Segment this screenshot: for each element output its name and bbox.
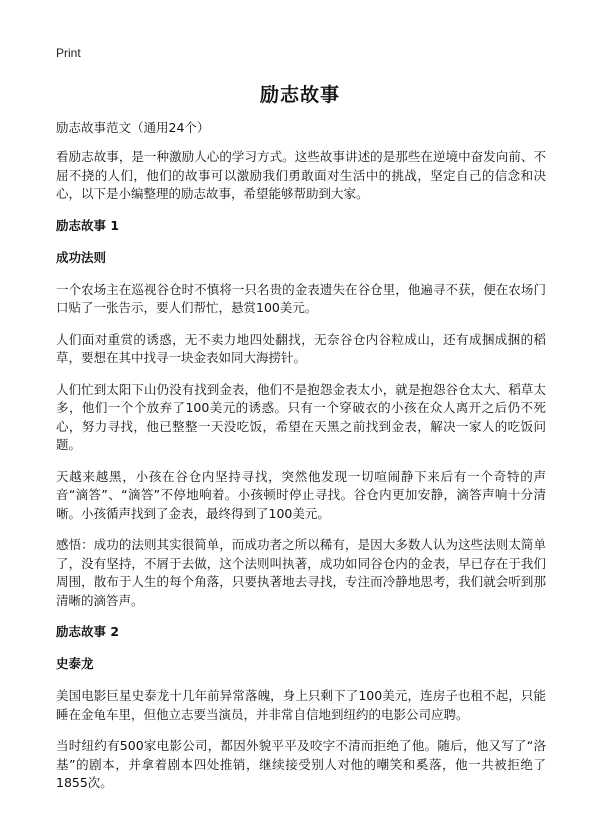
section-heading-2: 励志故事 2 bbox=[56, 624, 120, 639]
story-2-paragraph-1: 美国电影巨星史泰龙十几年前异常落魄，身上只剩下了100美元，连房子也租不起，只能睡在金龟车里，但他立志要当演员，并非常自信地到纽约的电影公司应聘。 bbox=[56, 688, 546, 722]
story-title-2: 史泰龙 bbox=[56, 656, 94, 671]
story-1-paragraph-1: 一个农场主在巡视谷仓时不慎将一只名贵的金表遗失在谷仓里，他遍寻不获，便在农场门口贴了一张告示，要人们帮忙，悬赏100美元。 bbox=[56, 281, 546, 315]
story-1-paragraph-3: 人们忙到太阳下山仍没有找到金表，他们不是抱怨金表太小，就是抱怨谷仓太大、稻草太多，他们一个个放弃了100美元的诱惑。只有一个穿破衣的小孩在众人离开之后仍不死心，努力寻找，他已整整一天没吃饭，希望在天黑之前找到金表，解决一家人的吃饭问题。 bbox=[56, 381, 546, 452]
story-1-paragraph-4: 天越来越黑，小孩在谷仓内坚持寻找，突然他发现一切喧闹静下来后有一个奇特的声音“滴答”、“滴答”不停地响着。小孩顿时停止寻找。谷仓内更加安静，滴答声响十分清晰。小孩循声找到了金表，最终得到了100美元。 bbox=[56, 468, 546, 521]
story-2-paragraph-2: 当时纽约有500家电影公司，都因外貌平平及咬字不清而拒绝了他。随后，他又写了“洛基”的剧本，并拿着剧本四处推销，继续接受别人对他的嘲笑和奚落，他一共被拒绝了1855次。 bbox=[56, 738, 546, 790]
print-link[interactable]: Print bbox=[56, 46, 81, 60]
section-heading-1: 励志故事 1 bbox=[56, 217, 120, 233]
story-1-paragraph-2: 人们面对重赏的诱惑，无不卖力地四处翻找，无奈谷仓内谷粒成山，还有成捆成捆的稻草，要想在其中找寻一块金表如同大海捞针。 bbox=[56, 331, 546, 365]
story-title-1: 成功法则 bbox=[56, 249, 107, 265]
document-title: 励志故事 bbox=[259, 84, 340, 106]
document-subtitle: 励志故事范文（通用24个） bbox=[56, 120, 210, 135]
intro-paragraph: 看励志故事，是一种激励人心的学习方式。这些故事讲述的是那些在逆境中奋发向前、不屈不挠的人们，他们的故事可以激励我们勇敢面对生活中的挑战，坚定自己的信念和决心，以下是小编整理的励志故事，希望能够帮助到大家。 bbox=[56, 149, 546, 201]
story-1-paragraph-5: 感悟：成功的法则其实很简单，而成功者之所以稀有，是因大多数人认为这些法则太简单了，没有坚持，不屑于去做，这个法则叫执著，成功如同谷仓内的金表，早已存在于我们周围，散布于人生的每个角落，只要执著地去寻找，专注而冷静地思考，我们就会听到那清晰的滴答声。 bbox=[56, 537, 546, 608]
document-body bbox=[56, 119, 546, 806]
